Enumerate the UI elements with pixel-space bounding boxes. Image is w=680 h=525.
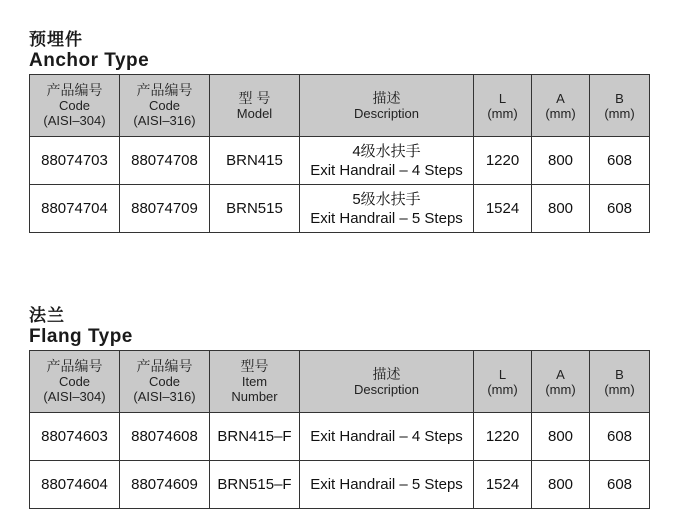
cell-description: Exit Handrail – 4 Steps: [300, 413, 474, 461]
section-title-en: Anchor Type: [29, 50, 150, 71]
cell-code-316: 88074609: [120, 461, 210, 509]
table-row: [30, 413, 650, 461]
cell-description: 4级水扶手 Exit Handrail – 4 Steps: [300, 137, 474, 185]
table-header-row: [30, 351, 650, 413]
anchor-spec-table: [29, 74, 650, 233]
col-header-code-304: 产品编号 Code (AISI–304): [30, 351, 120, 413]
cell-B: 608: [590, 137, 650, 185]
table-row: [30, 185, 650, 233]
cell-model: BRN415: [210, 137, 300, 185]
cell-L: 1524: [474, 185, 532, 233]
col-header-description: 描述 Description: [300, 351, 474, 413]
cell-B: 608: [590, 413, 650, 461]
cell-code-304: 88074604: [30, 461, 120, 509]
cell-L: 1524: [474, 461, 532, 509]
col-header-A: A (mm): [532, 75, 590, 137]
flang-spec-table: [29, 350, 650, 509]
anchor-type-section: [29, 30, 649, 233]
cell-model: BRN515–F: [210, 461, 300, 509]
section-title-cn: 预埋件: [29, 30, 83, 49]
flang-type-section: [29, 306, 649, 509]
section-title-cn: 法兰: [29, 306, 65, 325]
col-header-code-304: 产品编号 Code (AISI–304): [30, 75, 120, 137]
cell-A: 800: [532, 461, 590, 509]
table-row: [30, 137, 650, 185]
cell-model: BRN415–F: [210, 413, 300, 461]
col-header-L: L (mm): [474, 351, 532, 413]
col-header-model: 型号 Item Number: [210, 351, 300, 413]
cell-code-304: 88074703: [30, 137, 120, 185]
col-header-description: 描述 Description: [300, 75, 474, 137]
section-title-en: Flang Type: [29, 326, 133, 347]
cell-code-316: 88074608: [120, 413, 210, 461]
table-header-row: [30, 75, 650, 137]
cell-description: Exit Handrail – 5 Steps: [300, 461, 474, 509]
cell-code-316: 88074709: [120, 185, 210, 233]
col-header-code-316: 产品编号 Code (AISI–316): [120, 351, 210, 413]
cell-A: 800: [532, 185, 590, 233]
col-header-B: B (mm): [590, 351, 650, 413]
cell-A: 800: [532, 413, 590, 461]
cell-B: 608: [590, 185, 650, 233]
col-header-code-316: 产品编号 Code (AISI–316): [120, 75, 210, 137]
cell-B: 608: [590, 461, 650, 509]
cell-model: BRN515: [210, 185, 300, 233]
cell-A: 800: [532, 137, 590, 185]
cell-code-304: 88074603: [30, 413, 120, 461]
cell-description: 5级水扶手 Exit Handrail – 5 Steps: [300, 185, 474, 233]
cell-code-316: 88074708: [120, 137, 210, 185]
cell-L: 1220: [474, 413, 532, 461]
col-header-A: A (mm): [532, 351, 590, 413]
table-row: [30, 461, 650, 509]
cell-L: 1220: [474, 137, 532, 185]
cell-code-304: 88074704: [30, 185, 120, 233]
col-header-B: B (mm): [590, 75, 650, 137]
col-header-L: L (mm): [474, 75, 532, 137]
col-header-model: 型 号 Model: [210, 75, 300, 137]
